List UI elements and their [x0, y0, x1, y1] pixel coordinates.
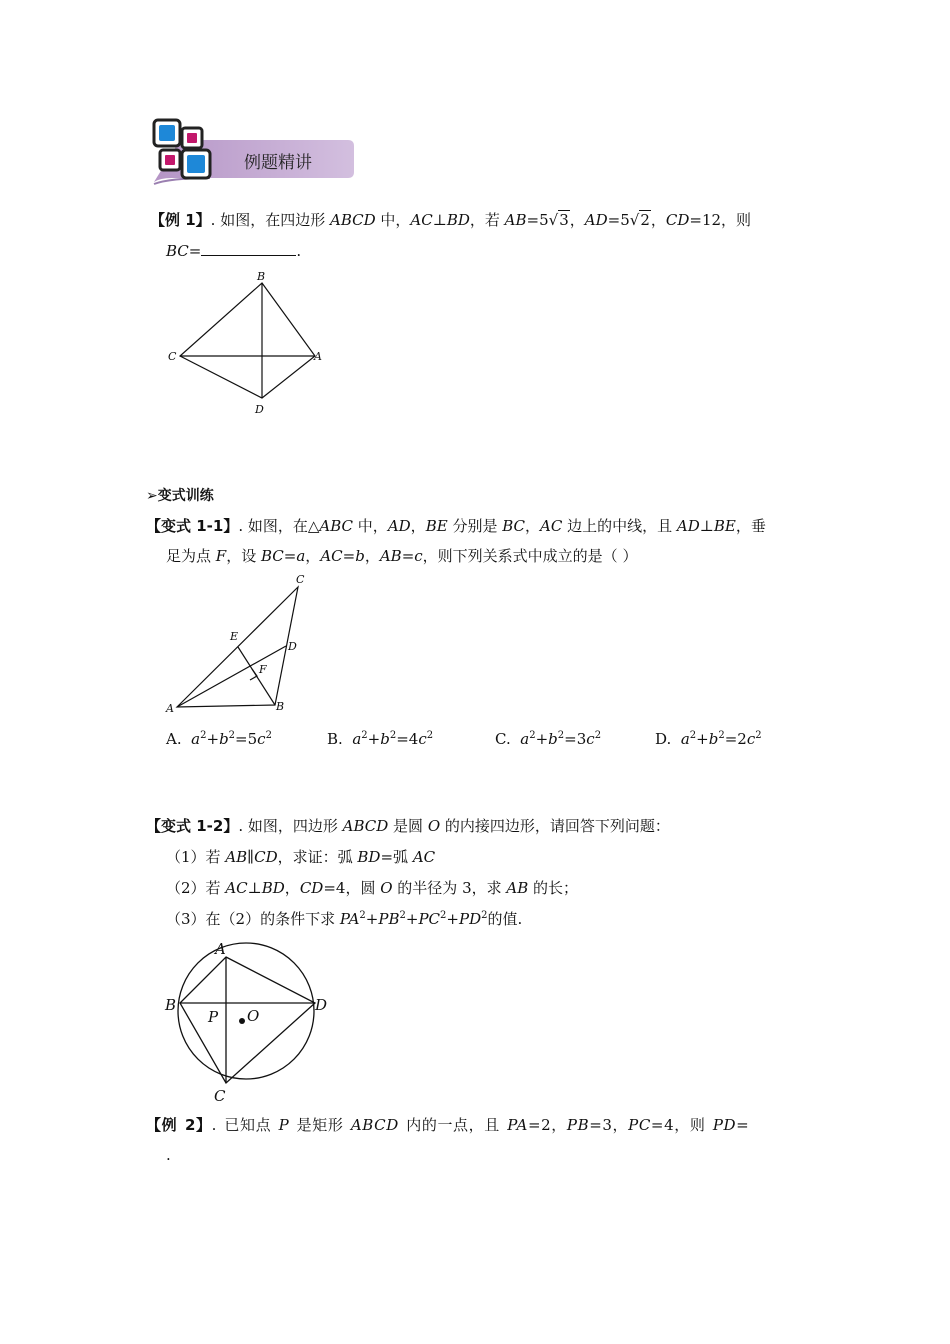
label-c: C [296, 573, 305, 586]
label-b: B [257, 270, 266, 283]
label-a: A [166, 702, 174, 715]
variant-1-2-line-1: 【变式 1-2】. 如图，四边形 ABCD 是圆 O 的内接四边形，请回答下列问题： [146, 817, 670, 835]
option-b[interactable]: B. $a^2+b^2=4c^2$ [327, 730, 434, 748]
example-2-line-2: . [166, 1146, 171, 1164]
label-d: D [315, 996, 328, 1014]
variant-1-2-label: 【变式 1-2】 [146, 817, 239, 835]
variant-1-1-line-1: 【变式 1-1】. 如图，在△ABC 中，AD，BE 分别是 BC，AC 边上的中线，且 AD⊥BE，垂 [146, 517, 766, 535]
option-c[interactable]: C. $a^2+b^2=3c^2$ [495, 730, 602, 748]
label-c: C [168, 350, 177, 363]
label-d: D [288, 640, 297, 653]
label-d: D [255, 403, 264, 416]
variant-1-2-question-2: （2）若 AC⊥BD，CD=4，圆 O 的半径为 3，求 AB 的长； [166, 879, 579, 897]
variant-1-1-label: 【变式 1-1】 [146, 517, 239, 535]
example-2-label: 【例 2】 [146, 1116, 212, 1134]
variant-heading: ➢变式训练 [146, 488, 214, 504]
example-1-figure [160, 268, 340, 420]
label-e: E [230, 630, 239, 643]
sqrt-3: √3 [548, 211, 569, 229]
answer-blank[interactable] [201, 241, 296, 256]
label-a: A [314, 350, 322, 363]
example-1-line-2: BC= . [166, 242, 302, 260]
variant-1-1-line-2: 足为点 F，设 BC=a，AC=b，AB=c，则下列关系式中成立的是（ ） [166, 547, 638, 565]
option-a[interactable]: A. $a^2+b^2=5c^2$ [166, 730, 272, 748]
label-a: A [215, 940, 226, 958]
label-f: F [259, 663, 267, 676]
example-1-label: 【例 1】 [150, 211, 211, 229]
label-o: O [247, 1007, 260, 1025]
section-title: 例题精讲 [244, 153, 312, 173]
example-2-line-1: 【例 2】. 已知点 P 是矩形 ABCD 内的一点，且 PA=2，PB=3，PC=4，则 PD= [146, 1116, 750, 1134]
label-b: B [165, 996, 177, 1014]
variant-1-2-figure [160, 940, 335, 1105]
variant-1-2-question-3: （3）在（2）的条件下求 $PA^2+PB^2+PC^2+PD^2$的值. [166, 910, 523, 928]
label-p: P [208, 1008, 219, 1026]
center-point [239, 1018, 245, 1024]
sqrt-2: √2 [629, 211, 650, 229]
option-d[interactable]: D. $a^2+b^2=2c^2$ [655, 730, 762, 748]
example-1-line-1: 【例 1】. 如图，在四边形 ABCD 中，AC⊥BD，若 AB=5√3，AD=5√2，CD=12，则 [150, 211, 752, 229]
label-c: C [214, 1087, 226, 1105]
label-b: B [276, 700, 285, 713]
variant-1-1-figure [160, 570, 330, 718]
variant-1-2-question-1: （1）若 AB∥CD，求证：弧 BD=弧 AC [166, 848, 436, 866]
